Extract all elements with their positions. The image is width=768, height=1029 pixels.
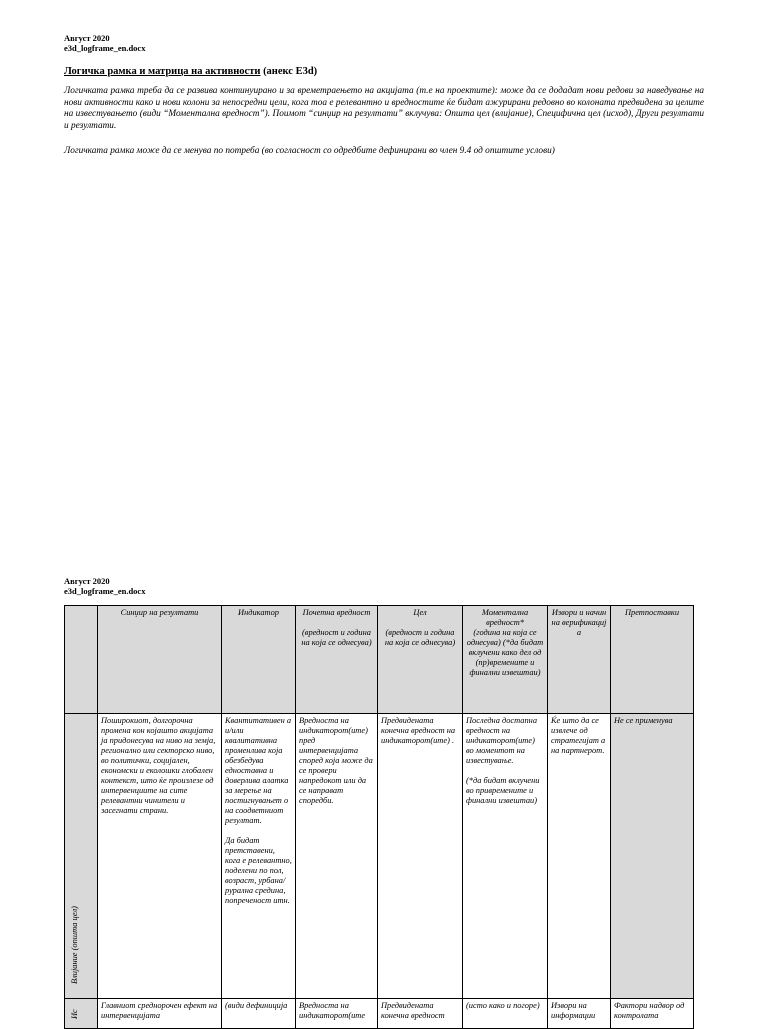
table-cell: Извори на информации xyxy=(548,999,611,1029)
row-label-outcome xyxy=(65,999,98,1029)
document-title-annex: (анекс E3d) xyxy=(263,66,318,77)
table-cell: (види дефиницијa xyxy=(222,999,296,1029)
row-label-text: Влијание (општа цел) xyxy=(70,906,79,984)
amendment-paragraph: Логичката рамка може да се менува по потреба (во согласност со одредбите дефинирани во член 9.4 од општите услови) xyxy=(64,146,555,156)
logframe-table xyxy=(64,605,694,1029)
document-title xyxy=(64,66,317,77)
table-cell: Вредноста на индикаторот(ите xyxy=(296,999,378,1029)
corner-cell xyxy=(65,606,98,714)
table-cell: Предвидената конечна вредност xyxy=(378,999,463,1029)
table-cell: Поширокиот, долгорочна промена кон којашто акцијата ја придонесува на ниво на земја, регионално или секторско ниво, во политички, социјален, економски и еколошки глобален контекст, што ќе произлезе од интервенциите на сите релевантни чинители и засегнати страни. xyxy=(98,714,222,999)
col-header-assumptions: Претпоставки xyxy=(611,606,694,714)
table-cell: Вредноста на индикаторот(ите) пред интервенцијата според која може да се провери напредокот или да се направат споредби. xyxy=(296,714,378,999)
row-label-text: Ис xyxy=(70,1009,79,1019)
col-header-results-chain: Синџир на резултати xyxy=(98,606,222,714)
col-header-indicator: Индикатор xyxy=(222,606,296,714)
table-header-row xyxy=(65,606,694,714)
table-cell: Фактори надвор од контролата xyxy=(611,999,694,1029)
table-row-impact xyxy=(65,714,694,999)
table-cell: Ќе што да се извлече од стратегијат а на партнерот. xyxy=(548,714,611,999)
table-cell: Последна достапна вредност на индикаторот(ите) во моментот на известување. (*да бидат вклучени во привремените и финални извештаи) xyxy=(463,714,548,999)
intro-paragraph: Логичката рамка треба да се развива континуирано и за времетраењето на акцијата (т.е на проектите): може да се додадат нови редови за наведување на нови активности како и нови колони за непосредни цели, кога тоа е релевантно и вредностите ќе бидат ажурирани редовно во колоната предвидена за целите на известувањето (види “Моментална вредност”). Поимот “синџир на резултати” вклучува: Општа цел (влијание), Специфична цел (исход), Други резултати и резултати. xyxy=(64,86,704,131)
col-header-current-value: Моментална вредност* (година на која се однесува) (*да бидат вклучени како дел од (пр)времените и финални извештаи) xyxy=(463,606,548,714)
header-filename: e3d_logframe_en.docx xyxy=(64,586,146,596)
document-title-main: Логичка рамка и матрица на активности xyxy=(64,66,261,77)
table-row-outcome xyxy=(65,999,694,1029)
page-header-2 xyxy=(64,576,145,596)
page-header xyxy=(64,33,145,53)
table-cell: Главниот среднорочен ефект на интервенцијата xyxy=(98,999,222,1029)
col-header-target: Цел (вредност и година на која се однесува) xyxy=(378,606,463,714)
table-cell: Предвидената конечна вредност на индикаторот(ите) . xyxy=(378,714,463,999)
header-filename: e3d_logframe_en.docx xyxy=(64,43,146,53)
table-cell: Квантитативен а и/или квалитативна променлива која обезбедува едноставна и доверлива алатка за мерење на постигнувањет о на соодветниот резултат. Да бидат претставени, кога е релевантно, поделени по пол, возраст, урбана/рурална средина, попреченост итн. xyxy=(222,714,296,999)
col-header-baseline: Почетна вредност (вредност и година на која се однесува) xyxy=(296,606,378,714)
table-cell: Не се применува xyxy=(611,714,694,999)
col-header-sources: Извори и начин на верификациј а xyxy=(548,606,611,714)
table-cell: (исто како и погоре) xyxy=(463,999,548,1029)
header-date: Август 2020 xyxy=(64,576,110,586)
header-date: Август 2020 xyxy=(64,33,110,43)
row-label-impact xyxy=(65,714,98,999)
